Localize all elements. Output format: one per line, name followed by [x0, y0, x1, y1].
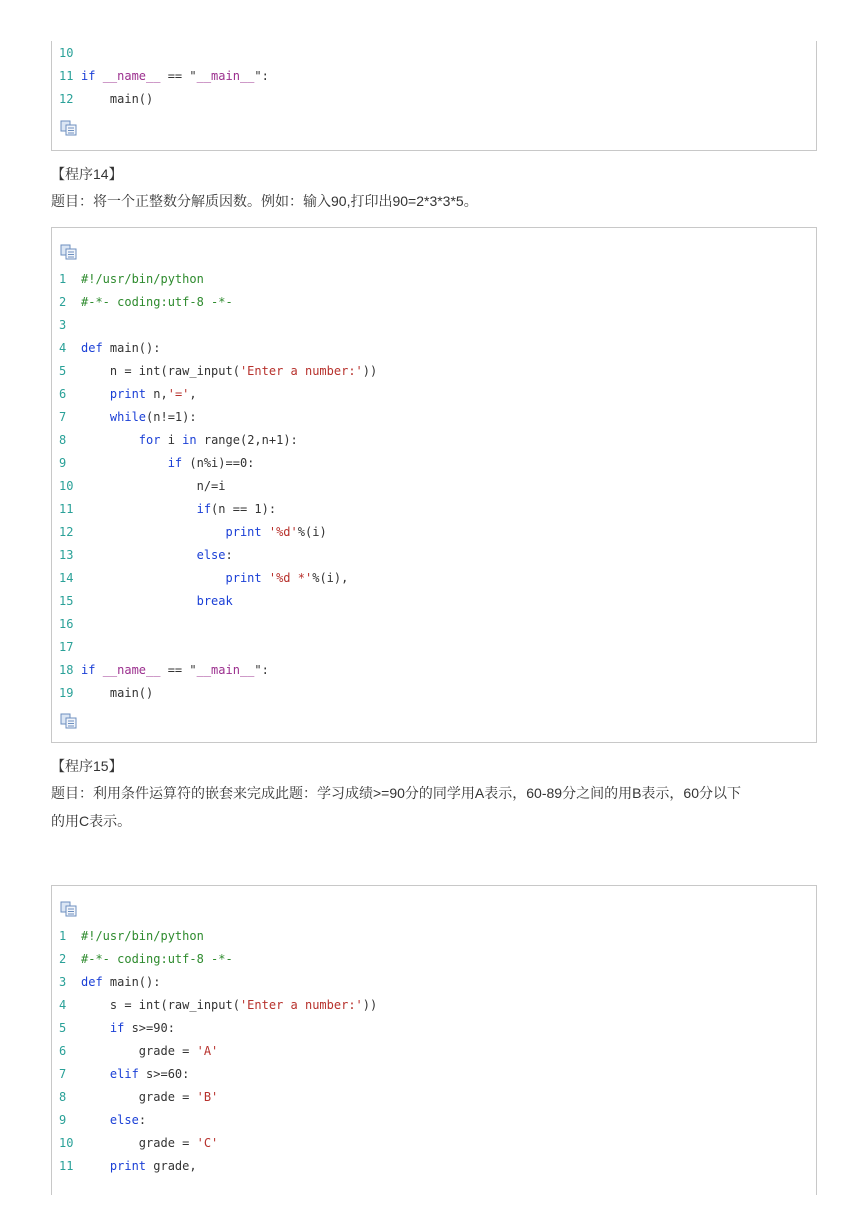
line-number: 14 — [59, 571, 74, 585]
code-block-program14 — [51, 227, 817, 743]
code-line — [52, 1132, 816, 1155]
code-token: #!/usr/bin/python — [81, 929, 204, 943]
code-line — [52, 613, 816, 636]
line-number: 18 — [59, 663, 74, 677]
line-number: 7 — [59, 410, 67, 424]
line-number: 13 — [59, 548, 74, 562]
code-line — [52, 1109, 816, 1132]
code-token — [81, 456, 168, 470]
code-token — [81, 525, 226, 539]
code-token: '%d *' — [268, 571, 313, 585]
line-number: 4 — [59, 998, 67, 1012]
line-number: 9 — [59, 456, 67, 470]
code-text — [81, 1109, 146, 1132]
code-token: s>=90: — [124, 1021, 175, 1035]
code-text — [81, 521, 327, 544]
code-token: main(): — [102, 341, 161, 355]
code-token: else — [109, 1113, 139, 1127]
line-number: 12 — [59, 92, 74, 106]
line-number: 11 — [59, 502, 74, 516]
code-token: grade = — [81, 1136, 197, 1150]
line-number: 1 — [59, 272, 67, 286]
code-token: ": — [254, 69, 269, 83]
code-token: (n!=1): — [146, 410, 197, 424]
code-token: print — [109, 1159, 147, 1173]
code-token: while — [109, 410, 147, 424]
code-token — [81, 387, 110, 401]
code-token: break — [196, 594, 233, 608]
line-number: 6 — [59, 1044, 67, 1058]
code-token: else — [196, 548, 226, 562]
code-line — [52, 1155, 816, 1178]
code-token: grade = — [81, 1090, 197, 1104]
code-token: main() — [81, 686, 154, 700]
line-number: 5 — [59, 364, 67, 378]
code-token: : — [225, 548, 233, 562]
code-token: range(2,n+1): — [196, 433, 298, 447]
line-number: 4 — [59, 341, 67, 355]
code-line — [52, 337, 816, 360]
code-token: elif — [109, 1067, 139, 1081]
code-token — [81, 1113, 110, 1127]
code-token — [81, 433, 139, 447]
code-line — [52, 452, 816, 475]
code-token: #-*- coding:utf-8 -*- — [81, 295, 233, 309]
code-token — [81, 548, 197, 562]
code-text — [81, 65, 269, 88]
copy-code-icon[interactable] — [60, 120, 78, 136]
line-number: 3 — [59, 318, 67, 332]
code-token: main(): — [102, 975, 161, 989]
code-token: in — [182, 433, 197, 447]
code-token: : — [138, 1113, 147, 1127]
code-token: n, — [146, 387, 168, 401]
program15-description-line1: 题目：利用条件运算符的嵌套来完成此题：学习成绩>=90分的同学用A表示，60-89分之间的用B表示，60分以下 — [51, 785, 741, 801]
line-number: 10 — [59, 46, 74, 60]
code-text — [81, 360, 377, 383]
code-token — [81, 594, 197, 608]
code-line — [52, 498, 816, 521]
code-text — [81, 429, 298, 452]
code-token: grade = — [81, 1044, 197, 1058]
code-text — [81, 1155, 197, 1178]
code-line — [52, 383, 816, 406]
code-token: 'Enter a number:' — [239, 364, 363, 378]
code-listing — [52, 42, 816, 111]
code-text — [81, 1132, 218, 1155]
code-token: def — [81, 975, 103, 989]
code-line — [52, 948, 816, 971]
code-token: '%d' — [268, 525, 298, 539]
line-number: 12 — [59, 525, 74, 539]
code-line — [52, 544, 816, 567]
code-text — [81, 1086, 218, 1109]
line-number: 1 — [59, 929, 67, 943]
code-token: #!/usr/bin/python — [81, 272, 204, 286]
code-token: __name__ — [102, 69, 161, 83]
code-line — [52, 291, 816, 314]
code-line — [52, 268, 816, 291]
code-token: grade, — [146, 1159, 197, 1173]
code-line — [52, 590, 816, 613]
program15-heading: 【程序15】 — [51, 758, 123, 774]
code-token: if — [109, 1021, 125, 1035]
code-token: s>=60: — [138, 1067, 190, 1081]
line-number: 10 — [59, 479, 74, 493]
code-token: __main__ — [196, 663, 255, 677]
code-token: main() — [81, 92, 154, 106]
code-text — [81, 88, 153, 111]
line-number: 9 — [59, 1113, 67, 1127]
code-line — [52, 406, 816, 429]
code-listing — [52, 268, 816, 705]
line-number: 11 — [59, 1159, 74, 1173]
code-text — [81, 406, 197, 429]
code-token: if — [196, 502, 212, 516]
code-line — [52, 971, 816, 994]
code-line — [52, 314, 816, 337]
code-line — [52, 925, 816, 948]
code-token: __main__ — [196, 69, 255, 83]
code-token: if — [81, 69, 103, 83]
code-text — [81, 544, 233, 567]
code-text — [81, 452, 254, 475]
code-line — [52, 567, 816, 590]
code-line — [52, 88, 816, 111]
line-number: 2 — [59, 952, 67, 966]
line-number: 11 — [59, 69, 74, 83]
code-text — [81, 994, 377, 1017]
code-text — [81, 971, 160, 994]
code-token: if — [167, 456, 183, 470]
code-token: )) — [362, 998, 378, 1012]
code-line — [52, 1086, 816, 1109]
code-block-program13-tail — [51, 41, 817, 151]
line-number: 7 — [59, 1067, 67, 1081]
code-token: %(i), — [312, 571, 349, 585]
line-number: 3 — [59, 975, 67, 989]
code-text — [81, 659, 269, 682]
code-token — [262, 571, 269, 585]
code-listing — [52, 925, 816, 1178]
code-token — [81, 1159, 110, 1173]
line-number: 6 — [59, 387, 67, 401]
code-line — [52, 659, 816, 682]
code-token: == " — [160, 663, 197, 677]
code-token: , — [189, 387, 197, 401]
code-token: i — [160, 433, 183, 447]
code-token — [262, 525, 269, 539]
code-line — [52, 360, 816, 383]
code-text — [81, 1063, 189, 1086]
code-text — [81, 567, 348, 590]
code-token: __name__ — [102, 663, 161, 677]
code-token: 'A' — [196, 1044, 219, 1058]
line-number: 8 — [59, 433, 67, 447]
code-token: 'Enter a number:' — [239, 998, 363, 1012]
code-token: for — [138, 433, 161, 447]
copy-code-icon[interactable] — [60, 713, 78, 729]
code-text — [81, 383, 197, 406]
program14-heading: 【程序14】 — [51, 166, 123, 182]
line-number: 5 — [59, 1021, 67, 1035]
code-token — [81, 502, 197, 516]
code-text — [81, 1040, 218, 1063]
code-token — [81, 1021, 110, 1035]
code-token: def — [81, 341, 103, 355]
copy-code-icon[interactable] — [60, 901, 78, 917]
code-text — [81, 948, 233, 971]
code-line — [52, 475, 816, 498]
code-token: '=' — [167, 387, 190, 401]
code-token: 'C' — [196, 1136, 219, 1150]
code-text — [81, 925, 204, 948]
code-line — [52, 636, 816, 659]
code-text — [81, 1017, 175, 1040]
code-line — [52, 521, 816, 544]
copy-code-icon[interactable] — [60, 244, 78, 260]
line-number: 19 — [59, 686, 74, 700]
line-number: 10 — [59, 1136, 74, 1150]
code-line — [52, 1063, 816, 1086]
code-token: print — [225, 525, 262, 539]
code-token: ": — [254, 663, 269, 677]
code-token: n = int(raw_input( — [81, 364, 240, 378]
code-token: n/=i — [81, 479, 226, 493]
code-token: (n == 1): — [211, 502, 277, 516]
line-number: 15 — [59, 594, 74, 608]
code-text — [81, 590, 233, 613]
line-number: 16 — [59, 617, 74, 631]
code-text — [81, 475, 226, 498]
code-token: #-*- coding:utf-8 -*- — [81, 952, 233, 966]
program14-description: 题目：将一个正整数分解质因数。例如：输入90,打印出90=2*3*3*5。 — [51, 193, 478, 209]
code-line — [52, 1040, 816, 1063]
code-token: print — [109, 387, 147, 401]
code-line — [52, 42, 816, 65]
line-number: 8 — [59, 1090, 67, 1104]
code-block-program15 — [51, 885, 817, 1195]
code-text — [81, 498, 276, 521]
code-token: )) — [362, 364, 378, 378]
code-line — [52, 682, 816, 705]
code-line — [52, 65, 816, 88]
code-token: (n%i)==0: — [182, 456, 255, 470]
code-line — [52, 1017, 816, 1040]
code-token: if — [81, 663, 103, 677]
line-number: 17 — [59, 640, 74, 654]
line-number: 2 — [59, 295, 67, 309]
code-text — [81, 291, 233, 314]
code-token: s = int(raw_input( — [81, 998, 240, 1012]
code-token: print — [225, 571, 262, 585]
code-text — [81, 268, 204, 291]
code-text — [81, 337, 160, 360]
code-token — [81, 571, 226, 585]
code-token: == " — [160, 69, 197, 83]
code-line — [52, 429, 816, 452]
program15-description-line2: 的用C表示。 — [51, 813, 132, 829]
code-line — [52, 994, 816, 1017]
code-text — [81, 682, 153, 705]
code-token: %(i) — [297, 525, 327, 539]
code-token — [81, 1067, 110, 1081]
code-token — [81, 410, 110, 424]
code-token: 'B' — [196, 1090, 219, 1104]
